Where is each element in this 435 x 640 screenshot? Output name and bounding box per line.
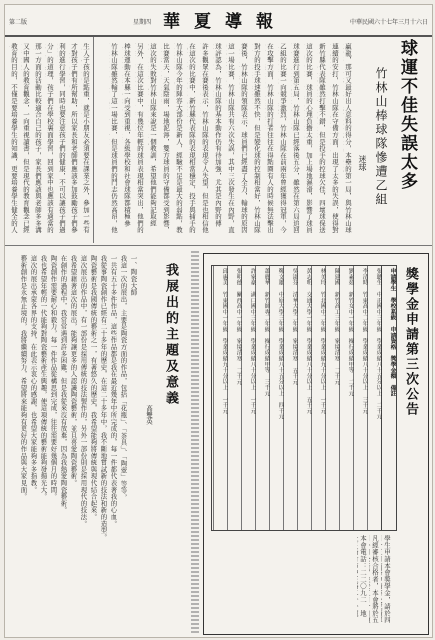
notice-header-cell: 獎學金額	[389, 355, 395, 385]
side-article-column: 那一方面的活動比較適合自己的孩子，家長們應該與老師多多溝	[34, 43, 42, 234]
notice-table-row: 張明德 關西高中一年級 家境清寒 二千元	[227, 266, 242, 530]
masthead	[5, 5, 432, 37]
notice-header-cell: 申請資格	[389, 326, 395, 356]
side-article-column: 分」的道理，孩子們在學校裏面學習，回到家中也應該有適當的	[46, 43, 54, 234]
main-article-column: 在攻擊方面，竹林山隊的打者往往在得點圈有人的時候無法擊出	[266, 43, 274, 234]
main-article-column: 球賽進行到第五局，竹林山隊已經落後五分，雖然在第六局追回	[292, 43, 300, 234]
notice-header-cell: 申請學生	[389, 268, 395, 298]
notice-table-row: 許家豪 湖口國中三年級 學業成績八十分以上 一千元	[241, 266, 256, 530]
notice-header-cell: 備註	[389, 384, 395, 397]
essay-column: 這次展出的作品中，有一部份是採用傳統的技法製作的，另外一部份則是採用現代的技法。	[79, 255, 88, 527]
page-number: 第二版	[9, 19, 28, 26]
main-article-column: 賽後，竹林山隊的領隊表示，球員們已經盡了全力，輸球的原因	[240, 43, 248, 234]
essay-column: 在創作的過程中，我常常遇到許多困難，但是我從來沒有放棄，因為我熱愛陶瓷藝術。	[59, 255, 68, 514]
notice-table-row: 黃志明 交通大學一年級 學業成績八十分以上 五千元	[297, 266, 312, 530]
notice-table-row: 蕭麗華 新竹師專二年級 操行成績甲等 三千元	[255, 266, 270, 530]
main-article-column: 新竹縣代表隊雖然打擊不錯，但是投手的控球欠佳，四壞球保送	[318, 43, 326, 234]
main-article-column: 另外，在這次比賽中，有幾位年輕的球員表現相當突出，他們的	[136, 43, 144, 234]
main-article-column: 比賽當天，天氣陰雨，場地泥濘，雙方球員的守備都受到影響，	[162, 43, 170, 234]
side-article-column: 利的進行學習，同時也要注意孩子們的健康，不可以讓孩子們過	[58, 43, 66, 234]
notice-table-header	[381, 266, 396, 530]
notice-table-row: 劉素茹 新竹女中一年級 操行成績甲等 二千元	[339, 266, 354, 530]
main-subheadline: 竹林山棒球隊慘遭乙組	[374, 67, 388, 207]
notice-table-row: 吳淑芬 清華大學二年級 家境清寒 五千元	[283, 266, 298, 530]
notice-table-row: 林美玲 竹北國中二年級 學業成績九十分以上 一千元	[311, 266, 326, 530]
essay-column: 一共有五十多件作品，這些作品都是我在最近幾年中所完成的，每一件都代表著我的心血。	[109, 255, 118, 527]
main-article-column: 許多觀眾在賽後表示，竹林山隊的表現令人失望，但是也相信他	[201, 43, 209, 234]
essay-column: 我這一次的展出，主要是陶瓷方面的作品，包括「花瓶」、「茶具」、「陶壺」等等，	[119, 255, 128, 501]
notice-table-row: 鄭文雄 中原大學三年級 學業成績八十五分以上 四千元	[269, 266, 284, 530]
main-article-column: 乙組的比賽一向競爭激烈，竹林山隊在前兩年曾經獲得冠軍，今	[279, 43, 287, 234]
main-article-column: 棒球運動在本縣一向受到重視，各級學校和社會球隊都積極參	[123, 43, 131, 227]
essay-column: 我從事陶瓷創作已經有二十多年的歷史，在這二十多年中，我不斷地嘗試新的技法和新的造型。	[99, 255, 108, 541]
section-divider	[5, 245, 432, 246]
main-article-column: 在這次的比賽中，新竹縣代表隊的表現相當穩定，投手與捕手的	[188, 43, 196, 234]
essay-column: 這次的展出承蒙各界的支持，在此表示衷心的感謝，也希望大家能夠多多指教。	[29, 255, 38, 493]
essay-column: 我希望藉著這次的展出，能夠讓更多的人認識陶瓷藝術，並且喜愛陶瓷藝術。	[69, 255, 78, 487]
main-article-column: 球評認為，竹林山隊的基本動作仍有待加強，尤其是內野的傳	[214, 43, 222, 227]
main-article-column: 竹林山隊今年的陣容大部份是新人，經驗不足是最大的弱點，教	[175, 43, 183, 234]
main-article-column: 這次的失敗對竹林山隊來說是一個教訓，希望他們能夠記取經	[149, 43, 157, 227]
side-article-column: 生人子孩的是點重，就是小朋友必須要在課業之外，參加一些有	[82, 43, 90, 234]
essay-column: 陶瓷藝術是我國傳統的藝術之一，有著悠久的歷史，我希望能夠將傳統與現代結合起來。	[89, 255, 98, 521]
essay-column: 一、陶瓷大師	[129, 255, 138, 296]
wavy-divider	[191, 251, 199, 633]
side-article-column: 才對孩子們有所幫助，所以家長和老師們應該多加鼓勵孩子們參	[70, 43, 78, 234]
main-headline: 球運不佳失誤太多	[397, 39, 417, 191]
essay-headline: 我展出的主題及意義	[163, 263, 178, 407]
weekday: 星期四	[133, 19, 152, 26]
side-article-column: 教育的目的，不僅是要培養學生的知識，更要培養學生健全的人	[10, 43, 18, 234]
notice-table-row: 張聰生 中正國中三年級 學業成績八十五分以上 二千元	[367, 266, 382, 530]
notice-table	[211, 265, 397, 531]
notice-header-cell: 學校系級	[389, 297, 395, 327]
notice-footer-line: 本會電話：二二〇九二 地	[359, 535, 367, 617]
essay-column: 我也希望年輕的一代能夠對陶瓷藝術產生興趣，使這項傳統的藝術能夠發揚光大。	[39, 255, 48, 500]
newspaper-page	[4, 4, 433, 638]
main-article-column: 贏龍，那可又最好出人意料的得分，本壘的第一局，與竹林山球	[344, 43, 352, 234]
notice-footer-line: 學生申請本會獎學金，請於四	[383, 535, 391, 624]
notice-footer-line: 凡經審核合格者，本會將於五	[371, 535, 379, 624]
notice-table-row: 李清時 竹東高中二年級 學業成績八十分以上 三千元	[353, 266, 368, 530]
side-article-column: 又中國人的教育觀念，一向重視讀書，但是現代的教育觀念已經	[22, 43, 30, 234]
newspaper-title: 華夏導報	[163, 12, 287, 32]
column-divider	[93, 37, 94, 243]
notice-title: 獎學金申請第三次公告	[403, 267, 418, 417]
main-article-column: 對方的投手球速雖然不快，但是變化球的控制相當好，竹林山隊	[253, 43, 261, 234]
main-article-column: 竹林山隊雖然輸了這一場比賽，但是球員們的鬥志仍然高昂，他	[110, 43, 118, 234]
essay-author: 高雙英	[145, 405, 153, 425]
notice-table-row: 邱惠美 竹東國中一年級 學業成績九十分以上 一千元	[213, 266, 228, 530]
notice-table-row: 陳建國 新竹高工三年級 家境清寒 二千元	[325, 266, 340, 530]
main-article-column: 連續的安打，竹林山隊在守備方面，出現了太多的失誤，使得對	[331, 43, 339, 234]
essay-column: 陶瓷創作需要耐心和毅力，每一件作品從構思到完成，往往需要好幾個月的時間。	[49, 255, 58, 500]
essay-column: 藝術創作是永無止境的，我將繼續努力，希望將來能夠有更好的作品與大家見面。	[19, 255, 28, 500]
main-byline: 迷球	[358, 155, 367, 171]
main-article-column: 這一場比賽，竹林山隊共有六次失誤，其中三次發生在內野，直	[227, 43, 235, 234]
main-article-column: 這次的比賽，球員的心理負擔太重，加上場地濕滑，影響了球員	[305, 43, 313, 234]
issue-date: 中華民國六十七年三月十六日	[349, 19, 428, 26]
